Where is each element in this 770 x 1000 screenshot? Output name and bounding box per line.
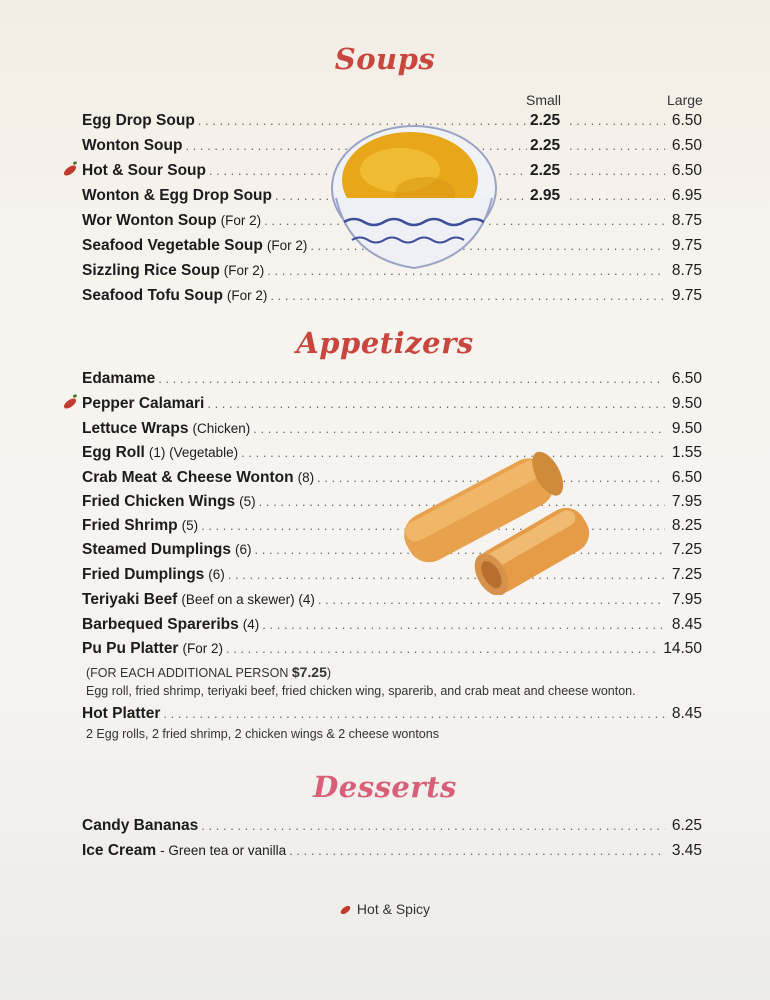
menu-item (82, 705, 702, 727)
item-name: Fried Chicken Wings (82, 493, 236, 510)
soups-heading: Soups (334, 42, 436, 76)
dot-leader (569, 138, 665, 153)
item-name: Lettuce Wraps (82, 420, 189, 437)
item-price: 7.95 (671, 591, 702, 608)
menu-item (82, 370, 702, 392)
dot-leader (253, 421, 665, 436)
large-price: 8.75 (671, 212, 702, 229)
dot-leader (262, 617, 665, 632)
dot-leader (270, 288, 665, 303)
item-note: (For 2) (223, 263, 265, 278)
item-price: 14.50 (663, 640, 702, 657)
menu-item (82, 616, 702, 638)
pupu-extra-price: $7.25 (291, 664, 327, 680)
chili-pepper-icon (339, 905, 352, 916)
legend-label: Hot & Spicy (356, 901, 431, 917)
item-note: (8) (297, 470, 315, 485)
item-price: 6.50 (671, 469, 702, 486)
item-name: Hot & Sour Soup (82, 162, 206, 179)
menu-item (82, 842, 702, 864)
pupu-extra-label: (FOR EACH ADDITIONAL PERSON (86, 666, 289, 680)
item-name: Fried Dumplings (82, 566, 205, 583)
item-name: Edamame (82, 370, 156, 387)
large-price: 6.95 (671, 187, 702, 204)
small-price: 2.25 (530, 162, 561, 179)
item-note: (For 2) (266, 238, 308, 253)
large-price: 9.75 (671, 237, 702, 254)
soup-bowl-image (330, 118, 498, 274)
item-price: 8.25 (671, 517, 702, 534)
item-name: Sizzling Rice Soup (82, 262, 220, 279)
item-name: Barbequed Spareribs (82, 616, 239, 633)
item-price: 9.50 (671, 395, 702, 412)
dot-leader (289, 843, 665, 858)
large-price: 6.50 (671, 112, 702, 129)
large-price: 6.50 (671, 162, 702, 179)
chili-pepper-icon (62, 397, 78, 410)
item-price: 8.45 (671, 616, 702, 633)
pupu-description: Egg roll, fried shrimp, teriyaki beef, fried chicken wing, sparerib, and crab meat and cheese wonton. (86, 684, 636, 698)
item-note: (6) (235, 542, 252, 557)
item-name: Ice Cream (82, 842, 157, 859)
item-name: Pu Pu Platter (82, 640, 179, 657)
hot-platter-description: 2 Egg rolls, 2 fried shrimp, 2 chicken wings & 2 cheese wontons (86, 727, 439, 741)
item-name: Pepper Calamari (82, 395, 205, 412)
item-name: Candy Bananas (82, 817, 199, 834)
menu-item (82, 395, 702, 417)
spicy-legend (0, 901, 770, 917)
item-name: Egg Roll (82, 444, 145, 461)
item-name: Wor Wonton Soup (82, 212, 217, 229)
item-name: Fried Shrimp (82, 517, 178, 534)
dot-leader (226, 641, 660, 656)
dot-leader (201, 818, 665, 833)
large-price: 8.75 (671, 262, 702, 279)
menu-item (82, 287, 702, 309)
item-note: (For 2) (182, 641, 223, 656)
large-price: 6.50 (671, 137, 702, 154)
item-price: 6.50 (671, 370, 702, 387)
small-price: 2.25 (530, 137, 561, 154)
item-note: (6) (208, 567, 225, 582)
item-name: Hot Platter (82, 705, 161, 722)
item-price: 7.25 (671, 541, 702, 558)
item-price: 7.95 (671, 493, 702, 510)
small-price: 2.25 (530, 112, 561, 129)
dot-leader (569, 188, 665, 203)
menu-item (82, 817, 702, 839)
item-price: 1.55 (671, 444, 702, 461)
large-price: 9.75 (671, 287, 702, 304)
item-note: (Chicken) (192, 421, 251, 436)
menu-item (82, 420, 702, 442)
chili-pepper-icon (62, 164, 78, 177)
item-name: Seafood Tofu Soup (82, 287, 223, 304)
item-name: Steamed Dumplings (82, 541, 231, 558)
menu-item (82, 640, 702, 662)
desserts-heading: Desserts (313, 770, 457, 804)
item-note: (4) (242, 617, 260, 632)
pupu-extra-close: ) (326, 666, 332, 680)
item-note: (1) (Vegetable) (148, 445, 239, 460)
dot-leader (569, 163, 665, 178)
small-price: 2.95 (530, 187, 561, 204)
large-column-label: Large (667, 92, 703, 108)
item-price: 7.25 (671, 566, 702, 583)
appetizers-heading: Appetizers (296, 326, 474, 360)
item-price: 9.50 (671, 420, 702, 437)
dot-leader (163, 706, 665, 721)
item-note: (For 2) (226, 288, 268, 303)
item-note: (5) (181, 518, 199, 533)
item-price: 3.45 (671, 842, 702, 859)
item-name: Teriyaki Beef (82, 591, 178, 608)
item-note: (For 2) (220, 213, 262, 228)
item-note: (5) (239, 494, 256, 509)
item-note: - Green tea or vanilla (160, 843, 287, 858)
item-name: Wonton Soup (82, 137, 183, 154)
item-name: Seafood Vegetable Soup (82, 237, 263, 254)
dot-leader (158, 371, 665, 386)
item-name: Crab Meat & Cheese Wonton (82, 469, 294, 486)
item-note: (Beef on a skewer) (4) (181, 592, 315, 607)
item-price: 8.45 (671, 705, 702, 722)
egg-rolls-image (388, 450, 590, 595)
small-column-label: Small (526, 92, 562, 108)
item-name: Egg Drop Soup (82, 112, 195, 129)
pupu-extra-note (86, 664, 331, 680)
item-price: 6.25 (671, 817, 702, 834)
dot-leader (207, 396, 665, 411)
item-name: Wonton & Egg Drop Soup (82, 187, 272, 204)
dot-leader (569, 113, 665, 128)
